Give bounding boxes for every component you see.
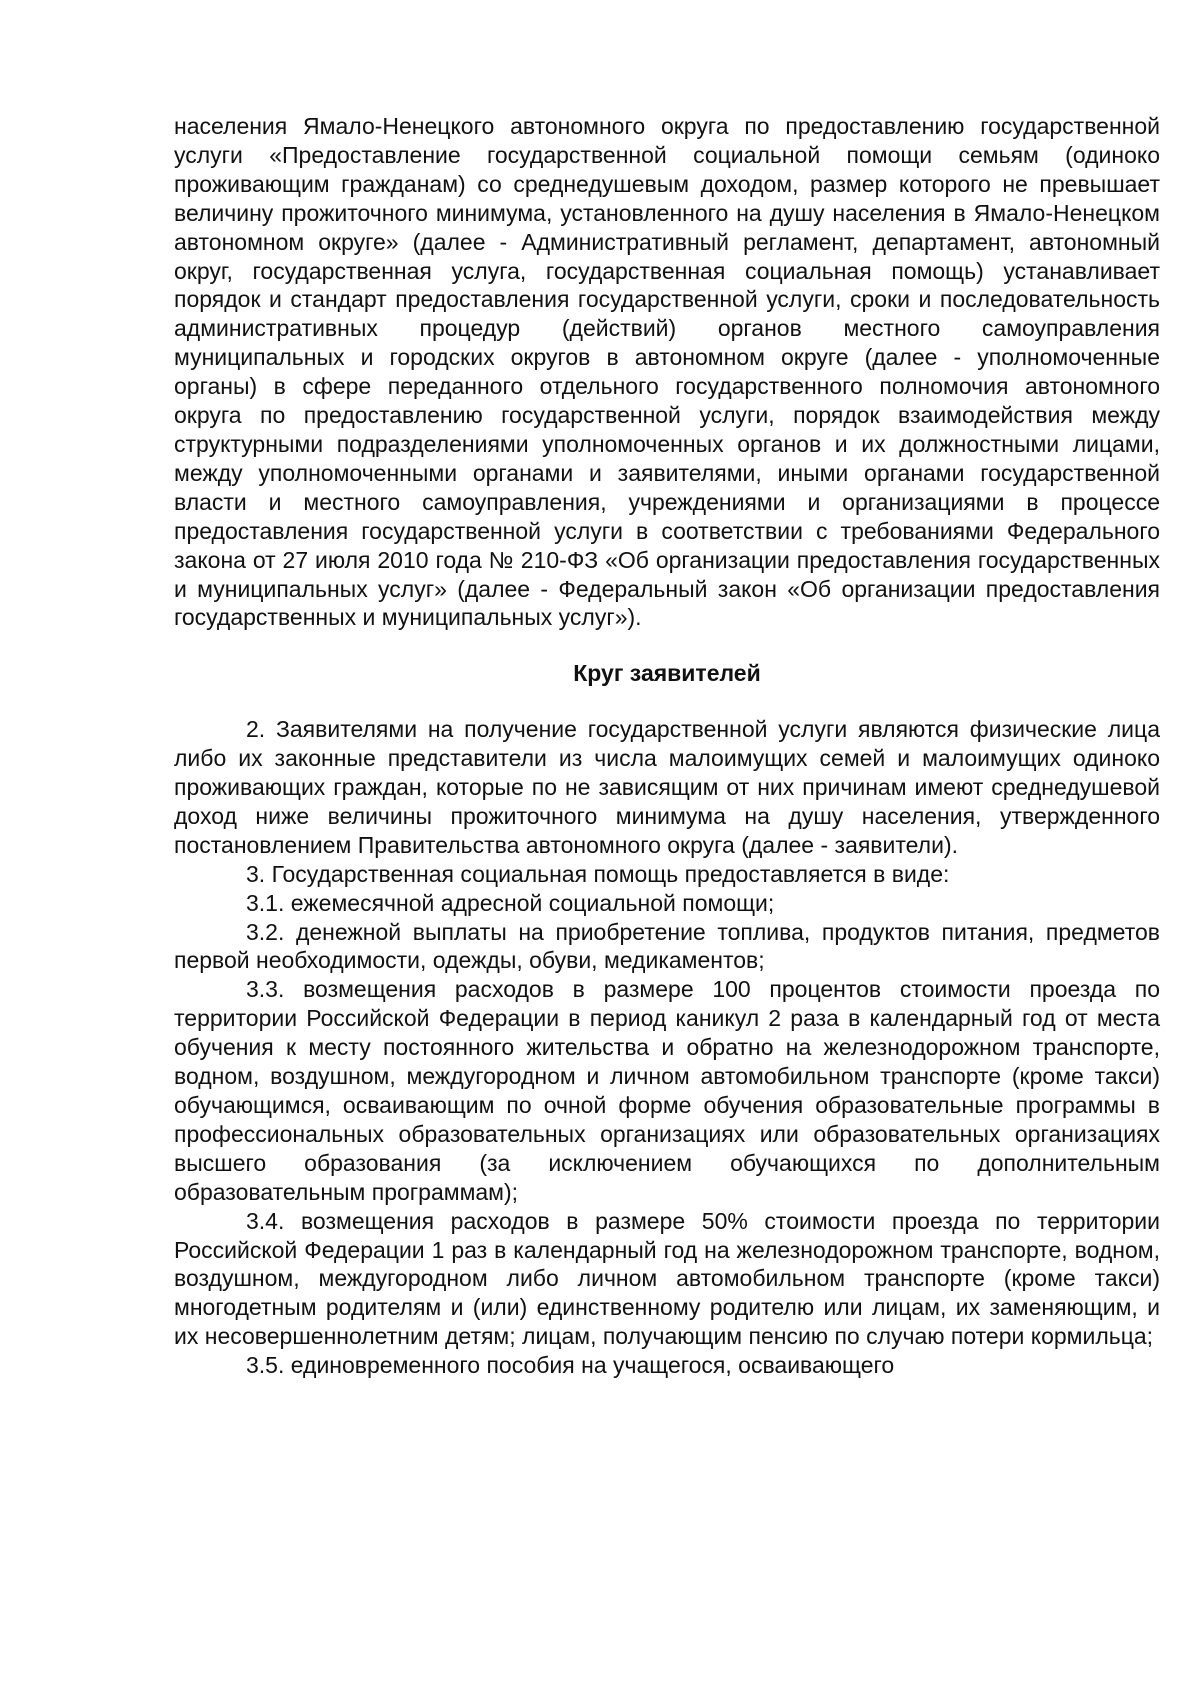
paragraph-3-1: 3.1. ежемесячной адресной социальной помощи; bbox=[246, 889, 775, 916]
paragraph-3: 3. Государственная социальная помощь предоставляется в виде: bbox=[246, 860, 950, 887]
section-heading: Круг заявителей bbox=[573, 660, 761, 687]
paragraph-2: 2. Заявителями на получение государственной услуги являются физические лица либо их законные представители из числа малоимущих семей и малоимущих одиноко проживающих граждан, которые по не зависящим от них причинам имеют среднедушевой доход ниже величины прожиточного минимума на душу населения, утвержденного постановлением Правительства автономного округа (далее - заявители). bbox=[174, 716, 1167, 858]
paragraph-3-2: 3.2. денежной выплаты на приобретение топлива, продуктов питания, предметов первой необходимости, одежды, обуви, медикаментов; bbox=[174, 918, 1167, 974]
paragraph-3-3: 3.3. возмещения расходов в размере 100 процентов стоимости проезда по территории Российской Федерации в период каникул 2 раза в календарный год от места обучения к месту постоянного жительства и обратно на железнодорожном транспорте, водном, воздушном, междугородном и личном автомобильном транспорте (кроме такси) обучающимся, осваивающим по очной форме обучения образовательные программы в профессиональных образовательных организациях или образовательных организациях высшего образования (за исключением обучающихся по дополнительным образовательным программам); bbox=[174, 976, 1167, 1205]
intro-paragraph: населения Ямало-Ненецкого автономного округа по предоставлению государственной услуги «Предоставление государственной социальной помощи семьям (одиноко проживающим гражданам) со среднедушевым доходом, размер которого не превышает величину прожиточного минимума, установленного на душу населения в Ямало-Ненецком автономном округе» (далее - Административный регламент, департамент, автономный округ, государственная услуга, государственная социальная помощь) устанавливает порядок и стандарт предоставления государственной услуги, сроки и последовательность административных процедур (действий) органов местного самоуправления муниципальных и городских округов в автономном округе (далее - уполномоченные органы) в сфере переданного отдельного государственного полномочия автономного округа по предоставлению государственной услуги, порядок взаимодействия между структурными подразделениями уполномоченных органов и их должностными лицами, между уполномоченными органами и заявителями, иными органами государственной власти и местного самоуправления, учреждениями и организациями в процессе предоставления государственной услуги в соответствии с требованиями Федерального закона от 27 июля 2010 года № 210-ФЗ «Об организации предоставления государственных и муниципальных услуг» (далее - Федеральный закон «Об организации предоставления государственных и муниципальных услуг»). bbox=[174, 113, 1167, 631]
paragraph-3-4: 3.4. возмещения расходов в размере 50% стоимости проезда по территории Российской Федерации 1 раз в календарный год на железнодорожном транспорте, водном, воздушном, междугородном либо личном автомобильном транспорте (кроме такси) многодетным родителям и (или) единственному родителю или лицам, их заменяющим, и их несовершеннолетним детям; лицам, получающим пенсию по случаю потери кормильца; bbox=[174, 1207, 1167, 1350]
document-page bbox=[174, 112, 1167, 1380]
paragraph-3-5: 3.5. единовременного пособия на учащегося, осваивающего bbox=[246, 1352, 895, 1379]
